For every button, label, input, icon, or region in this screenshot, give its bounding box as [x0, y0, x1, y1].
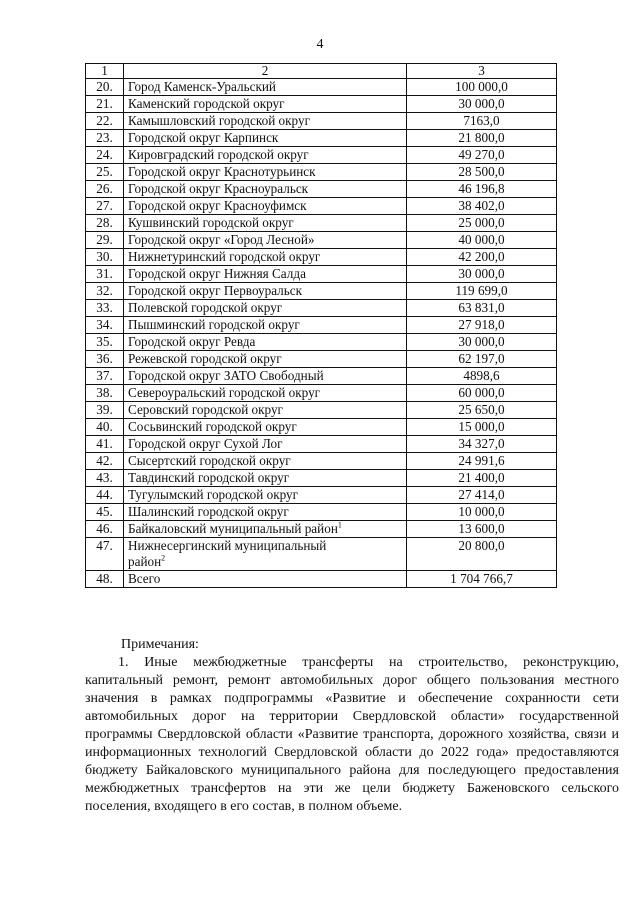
- row-number: 44.: [86, 487, 124, 504]
- table-row: [86, 351, 557, 368]
- total-label: Всего: [124, 571, 407, 588]
- row-number: 43.: [86, 470, 124, 487]
- table-row: [86, 334, 557, 351]
- table-row: [86, 402, 557, 419]
- table-row: [86, 96, 557, 113]
- table-row: [86, 521, 557, 538]
- table-row: [86, 419, 557, 436]
- table-row: [86, 164, 557, 181]
- municipality-name: Городской округ Краснотурьинск: [124, 164, 407, 181]
- table-row: [86, 249, 557, 266]
- table-row: [86, 538, 557, 571]
- table-row: [86, 113, 557, 130]
- municipality-name: Тугулымский городской округ: [124, 487, 407, 504]
- header-cell-3: 3: [407, 64, 557, 79]
- transfer-amount: 27 918,0: [407, 317, 557, 334]
- table-row: [86, 283, 557, 300]
- note-1-text: 1. Иные межбюджетные трансферты на строительство, реконструкцию, капитальный ремонт, ремонт автомобильных дорог общего пользования местного значения в рамках подпрограммы «Развитие и обеспечение сохранности сети автомобильных дорог на территории Свердловской области» государственной программы Свердловской области «Развитие транспорта, дорожного хозяйства, связи и информационных технологий Свердловской области до 2022 года» предоставляются бюджету Байкаловского муниципального района для последующего предоставления межбюджетных трансфертов на эти же цели бюджету Баженовского сельского поселения, входящего в его состав, в полном объеме.: [85, 655, 619, 814]
- table-row: [86, 487, 557, 504]
- transfer-amount: 42 200,0: [407, 249, 557, 266]
- row-number: 45.: [86, 504, 124, 521]
- transfer-amount: 25 000,0: [407, 215, 557, 232]
- table-row: [86, 266, 557, 283]
- municipality-name: Городской округ Нижняя Салда: [124, 266, 407, 283]
- transfer-amount: 30 000,0: [407, 96, 557, 113]
- municipality-name: Пышминский городской округ: [124, 317, 407, 334]
- table-row: [86, 181, 557, 198]
- municipality-name-cell: [124, 521, 407, 538]
- row-number: 25.: [86, 164, 124, 181]
- municipality-name: Кировградский городской округ: [124, 147, 407, 164]
- municipality-name: Серовский городской округ: [124, 402, 407, 419]
- row-number: 27.: [86, 198, 124, 215]
- municipality-name: Городской округ ЗАТО Свободный: [124, 368, 407, 385]
- municipality-name: Полевской городской округ: [124, 300, 407, 317]
- header-cell-1: 1: [86, 64, 124, 79]
- row-number: 23.: [86, 130, 124, 147]
- table-row: [86, 385, 557, 402]
- row-number: 39.: [86, 402, 124, 419]
- table-header-row: [86, 64, 557, 79]
- transfer-amount: 10 000,0: [407, 504, 557, 521]
- municipality-name: Североуральский городской округ: [124, 385, 407, 402]
- municipality-name: Город Каменск-Уральский: [124, 79, 407, 96]
- municipality-name: Городской округ Красноуфимск: [124, 198, 407, 215]
- notes-title: Примечания:: [121, 637, 199, 652]
- row-number: 38.: [86, 385, 124, 402]
- municipality-name: Тавдинский городской округ: [124, 470, 407, 487]
- row-number: 28.: [86, 215, 124, 232]
- table-row: [86, 147, 557, 164]
- total-amount: 1 704 766,7: [407, 571, 557, 588]
- table-row: [86, 79, 557, 96]
- table-row: [86, 215, 557, 232]
- transfer-amount: 15 000,0: [407, 419, 557, 436]
- page-number: 4: [316, 37, 324, 52]
- table-row: [86, 130, 557, 147]
- transfer-amount: 21 800,0: [407, 130, 557, 147]
- municipality-name: Городской округ Ревда: [124, 334, 407, 351]
- municipality-name-cell: [124, 538, 407, 571]
- table-row: [86, 317, 557, 334]
- table-row: [86, 436, 557, 453]
- transfer-amount: 30 000,0: [407, 334, 557, 351]
- row-number: 20.: [86, 79, 124, 96]
- municipality-name-line-2-wrap: [128, 554, 403, 570]
- table-row: [86, 504, 557, 521]
- row-number: 47.: [86, 538, 124, 571]
- row-number: 35.: [86, 334, 124, 351]
- transfer-amount: 62 197,0: [407, 351, 557, 368]
- row-number: 30.: [86, 249, 124, 266]
- transfer-amount: 34 327,0: [407, 436, 557, 453]
- row-number: 48.: [86, 571, 124, 588]
- municipality-name: Сосьвинский городской округ: [124, 419, 407, 436]
- row-number: 46.: [86, 521, 124, 538]
- municipality-name: Режевской городской округ: [124, 351, 407, 368]
- municipality-name: Шалинский городской округ: [124, 504, 407, 521]
- table-body: [86, 64, 557, 588]
- transfer-amount: 7163,0: [407, 113, 557, 130]
- header-cell-2: 2: [124, 64, 407, 79]
- municipality-name: Байкаловский муниципальный район: [128, 521, 338, 536]
- transfer-amount: 20 800,0: [407, 538, 557, 571]
- total-row: [86, 571, 557, 588]
- row-number: 36.: [86, 351, 124, 368]
- transfers-table: [85, 63, 557, 588]
- table-row: [86, 470, 557, 487]
- row-number: 26.: [86, 181, 124, 198]
- row-number: 37.: [86, 368, 124, 385]
- table-row: [86, 300, 557, 317]
- municipality-name: Камышловский городской округ: [124, 113, 407, 130]
- municipality-name: Городской округ Первоуральск: [124, 283, 407, 300]
- table-row: [86, 198, 557, 215]
- transfer-amount: 4898,6: [407, 368, 557, 385]
- transfer-amount: 40 000,0: [407, 232, 557, 249]
- row-number: 40.: [86, 419, 124, 436]
- row-number: 34.: [86, 317, 124, 334]
- table-row: [86, 453, 557, 470]
- transfer-amount: 100 000,0: [407, 79, 557, 96]
- transfer-amount: 24 991,6: [407, 453, 557, 470]
- row-number: 31.: [86, 266, 124, 283]
- transfer-amount: 30 000,0: [407, 266, 557, 283]
- transfer-amount: 25 650,0: [407, 402, 557, 419]
- transfer-amount: 49 270,0: [407, 147, 557, 164]
- transfer-amount: 27 414,0: [407, 487, 557, 504]
- row-number: 42.: [86, 453, 124, 470]
- municipality-name: Сысертский городской округ: [124, 453, 407, 470]
- transfer-amount: 60 000,0: [407, 385, 557, 402]
- transfer-amount: 21 400,0: [407, 470, 557, 487]
- row-number: 41.: [86, 436, 124, 453]
- row-number: 22.: [86, 113, 124, 130]
- table-row: [86, 368, 557, 385]
- row-number: 21.: [86, 96, 124, 113]
- municipality-name: Городской округ Красноуральск: [124, 181, 407, 198]
- transfer-amount: 119 699,0: [407, 283, 557, 300]
- municipality-name: Кушвинский городской округ: [124, 215, 407, 232]
- transfer-amount: 38 402,0: [407, 198, 557, 215]
- row-number: 24.: [86, 147, 124, 164]
- municipality-name: Нижнетуринский городской округ: [124, 249, 407, 266]
- transfer-amount: 63 831,0: [407, 300, 557, 317]
- row-number: 33.: [86, 300, 124, 317]
- transfer-amount: 13 600,0: [407, 521, 557, 538]
- municipality-name-line-1: Нижнесергинский муниципальный: [128, 538, 327, 553]
- municipality-name: Городской округ Карпинск: [124, 130, 407, 147]
- municipality-name: Городской округ Сухой Лог: [124, 436, 407, 453]
- footnote-marker: 2: [161, 553, 166, 563]
- municipality-name: Городской округ «Город Лесной»: [124, 232, 407, 249]
- transfer-amount: 28 500,0: [407, 164, 557, 181]
- row-number: 32.: [86, 283, 124, 300]
- table-row: [86, 232, 557, 249]
- transfer-amount: 46 196,8: [407, 181, 557, 198]
- municipality-name-line-2: район: [128, 554, 162, 569]
- footnote-marker: 1: [337, 520, 342, 530]
- row-number: 29.: [86, 232, 124, 249]
- municipality-name: Каменский городской округ: [124, 96, 407, 113]
- notes-section: [85, 636, 619, 816]
